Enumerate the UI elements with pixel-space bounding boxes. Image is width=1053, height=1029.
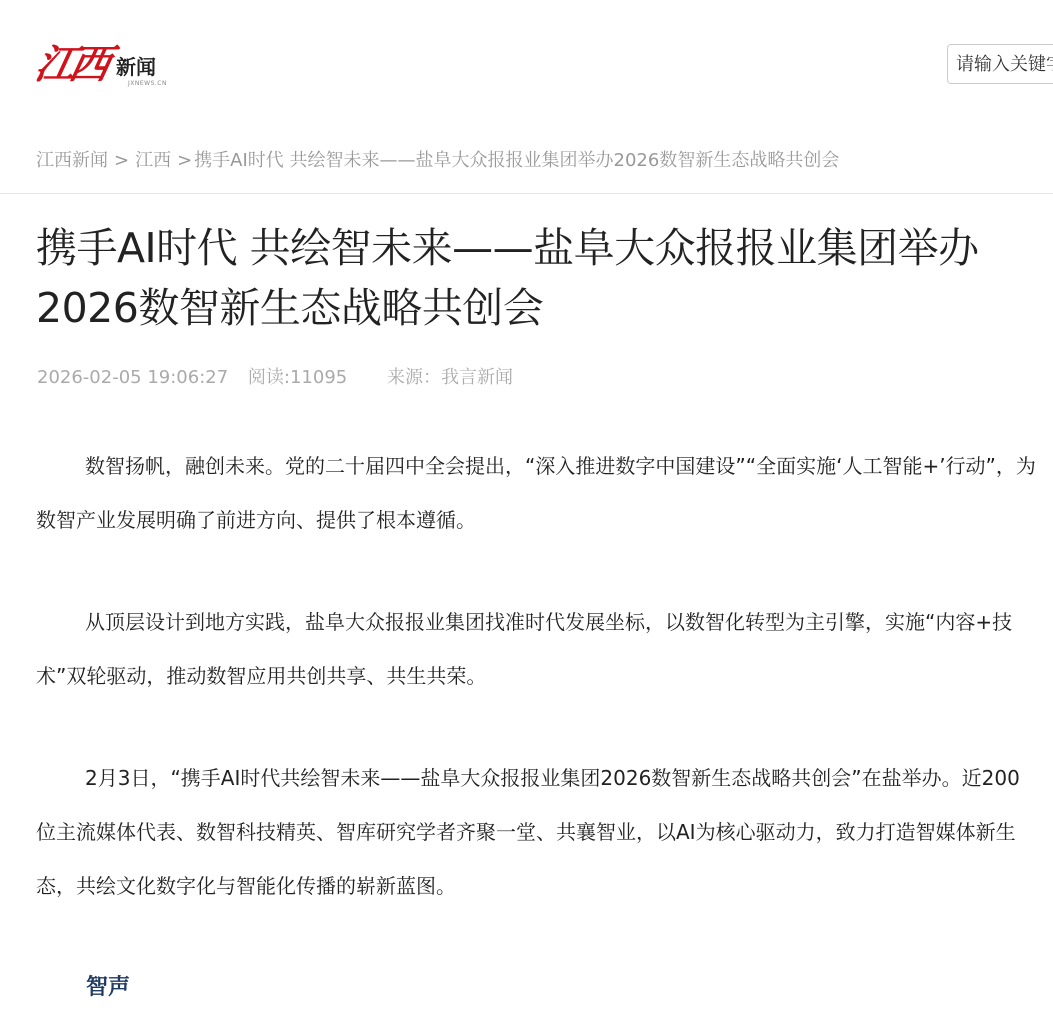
- search-input[interactable]: [947, 44, 1053, 84]
- article-title: 携手AI时代 共绘智未来——盐阜大众报报业集团举办2026数智新生态战略共创会: [36, 224, 979, 332]
- breadcrumb-home-link[interactable]: 江西新闻: [36, 150, 108, 171]
- site-logo[interactable]: [31, 40, 176, 96]
- breadcrumb-separator: >: [177, 150, 193, 171]
- logo-calligraphy: 江西: [31, 41, 110, 88]
- article-source: 来源：我言新闻: [386, 367, 513, 388]
- article-meta: [37, 365, 513, 391]
- header-divider: [0, 193, 1053, 194]
- breadcrumb-current: 携手AI时代 共绘智未来——盐阜大众报报业集团举办2026数智新生态战略共创会: [194, 150, 840, 171]
- article-paragraph: 从顶层设计到地方实践，盐阜大众报报业集团找准时代发展坐标，以数智化转型为主引擎，实施“内容+技术”双轮驱动，推动数智应用共创共享、共生共荣。: [36, 610, 1013, 688]
- publish-datetime: 2026-02-05 19:06:27: [37, 367, 229, 388]
- section-subheading: 智声: [86, 975, 131, 1000]
- logo-domain: JXNEWS.CN: [128, 80, 167, 87]
- breadcrumb-jiangxi-link[interactable]: 江西: [135, 150, 172, 171]
- logo-text: 新闻: [116, 55, 156, 79]
- article-paragraph: 2月3日，“携手AI时代共绘智未来——盐阜大众报报业集团2026数智新生态战略共创会”在盐举办。近200位主流媒体代表、数智科技精英、智库研究学者齐聚一堂、共襄智业，以AI为核心驱动力，致力打造智媒体新生态，共绘文化数字化与智能化传播的崭新蓝图。: [36, 766, 1020, 898]
- breadcrumb: [36, 147, 839, 175]
- article-paragraph: 数智扬帆，融创未来。党的二十届四中全会提出，“深入推进数字中国建设”“全面实施‘人工智能+’行动”，为数智产业发展明确了前进方向、提供了根本遵循。: [36, 454, 1036, 532]
- breadcrumb-separator: >: [114, 150, 130, 171]
- read-count: 阅读:11095: [247, 367, 348, 388]
